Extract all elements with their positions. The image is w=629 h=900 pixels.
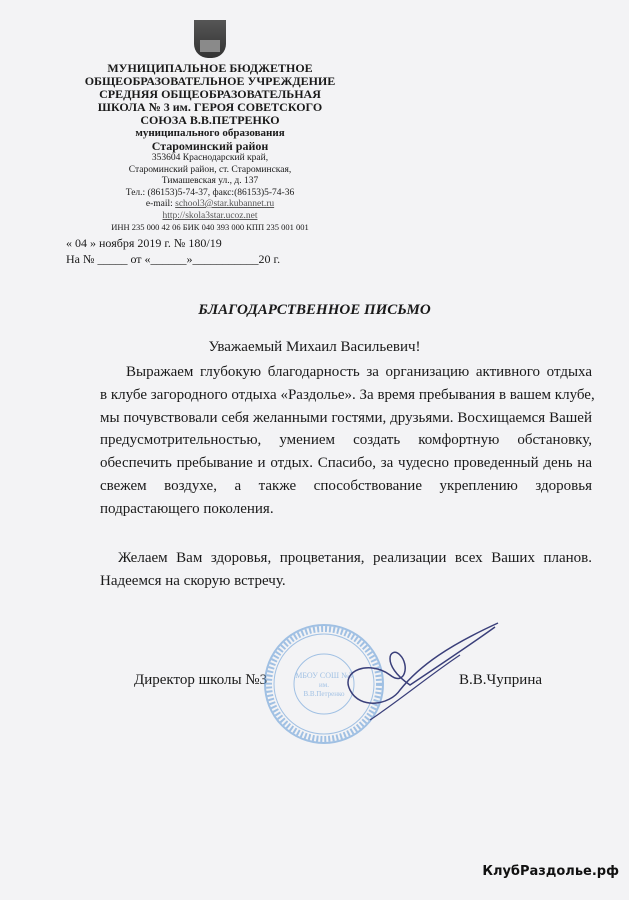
svg-text:МБОУ СОШ №3: МБОУ СОШ №3 [295,671,353,680]
signer-title: Директор школы №3 [134,672,268,688]
text-line: Выражаем глубокую благодарность за организацию активного отдыха [126,364,592,380]
signature [330,615,500,725]
text-line: Надеемся на скорую встречу. [100,572,286,589]
salutation: Уважаемый Михаил Васильевич! [208,339,421,355]
letter-date: « 04 » ноября 2019 г. № 180/19 [66,236,222,250]
text-line: мы почувствовали себя желанными гостями, друзьями. Восхищаемся Вашей [100,409,592,426]
phone-line: Тел.: (86153)5-74-37, факс:(86153)5-74-36 [125,187,295,198]
email-link[interactable]: school3@star.kubannet.ru [175,199,275,209]
svg-text:им.: им. [319,681,329,689]
municipality: муниципального образования [135,127,285,139]
coat-of-arms-icon [194,20,226,58]
text-line: обеспечить пребывание и отдых. Спасибо, за чудесно проведенный день на [100,455,592,472]
svg-text:В.В.Петренко: В.В.Петренко [303,690,345,698]
address-line: Тимашевская ул., д. 137 [161,176,259,186]
district: Староминский район [151,139,269,153]
org-name-line: СОЮЗА В.В.ПЕТРЕНКО [140,113,280,127]
email-label: e-mail: [145,199,176,209]
letterhead [80,20,340,233]
paragraph-1 [100,361,595,521]
site-watermark: КлубРаздолье.рф [482,864,619,879]
signer-name: В.В.Чуприна [459,672,542,688]
text-line: предусмотрительностью, умением создать комфортную обстановку, [100,432,592,449]
address-line: 353604 Краснодарский край, [151,153,269,163]
website-link[interactable]: http://skola3star.ucoz.net [162,210,258,221]
org-name-line: МУНИЦИПАЛЬНОЕ БЮДЖЕТНОЕ [107,61,313,75]
text-line: Желаем Вам здоровья, процветания, реализации всех Ваших планов. [118,550,592,566]
reference-line: На № _____ от «______»___________20 г. [66,252,281,266]
paragraph-2 [100,547,592,593]
org-name-line: ОБЩЕОБРАЗОВАТЕЛЬНОЕ УЧРЕЖДЕНИЕ [84,74,336,88]
text-line: в клубе загородного отдыха «Раздолье». За время пребывания в вашем клубе, [100,386,595,403]
text-line: подрастающего поколения. [100,500,274,517]
letter-title: БЛАГОДАРСТВЕННОЕ ПИСЬМО [198,302,431,318]
org-name-line: СРЕДНЯЯ ОБЩЕОБРАЗОВАТЕЛЬНАЯ [99,87,321,101]
email-line [80,199,340,211]
text-line: свежем воздухе, а также способствование укреплению здоровья [100,477,592,494]
address-line: Староминский район, ст. Староминская, [128,164,292,175]
org-name-line: ШКОЛА № 3 им. ГЕРОЯ СОВЕТСКОГО [97,100,323,114]
requisites: ИНН 235 000 42 06 БИК 040 393 000 КПП 235 001 001 [111,221,309,232]
